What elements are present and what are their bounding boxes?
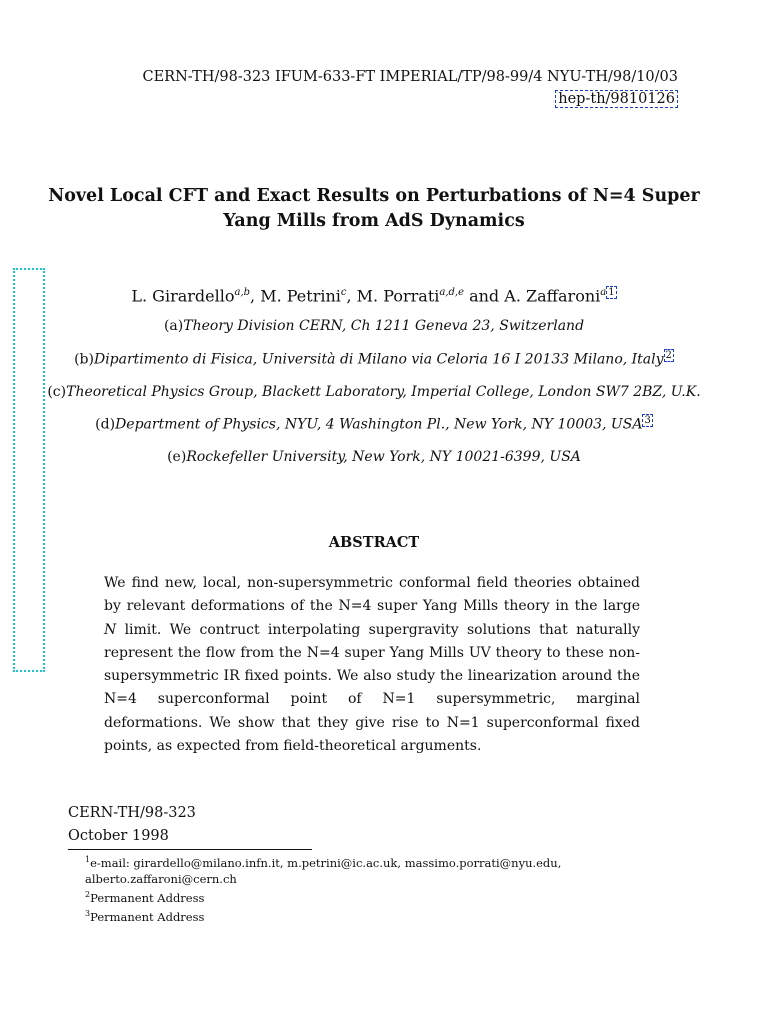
footnote-link[interactable]: 2 [665,350,672,361]
report-numbers: CERN-TH/98-323 IFUM-633-FT IMPERIAL/TP/98-99/4 NYU-TH/98/10/03 [142,69,678,85]
affiliation [40,447,708,467]
author-name: L. Girardello [131,286,235,306]
affiliation [40,382,708,402]
footnote-text: e-mail: girardello@milano.infn.it, m.petrini@ic.ac.uk, massimo.porrati@nyu.edu, alberto.zaffaroni@cern.ch [85,855,562,886]
footnote [54,887,694,906]
report-info [68,802,196,848]
footnote-link[interactable]: 1 [608,287,615,298]
affiliation-tag: (e) [167,449,187,465]
footnote-mark: 2 [85,889,91,899]
author-name: M. Porrati [356,286,440,306]
affiliation-text: Theoretical Physics Group, Blackett Laboratory, Imperial College, London SW7 2BZ, U.K. [66,384,701,400]
affiliation-tag: (c) [47,384,67,400]
abstract-heading: ABSTRACT [328,534,420,551]
footnote-text: Permanent Address [90,890,205,905]
abstract-text-part: limit. We contruct interpolating supergravity solutions that naturally represent the flow from the N=4 super Yang Mills UV theory to these non-supersymmetric IR fixed points. We also study the linearization around the N=4 superconformal point of N=1 supersymmetric, marginal deformations. We show that they give rise to N=1 superconformal fixed points, as expected from field-theoretical arguments. [104,621,640,755]
author-affil: a [600,287,607,298]
abstract-text [104,572,640,758]
abstract-n-symbol: N [104,621,117,638]
affiliation-tag: (d) [95,416,116,433]
footnote [54,852,694,887]
author-list [40,282,708,307]
preprint-header [58,66,678,110]
footnote-link[interactable]: 3 [644,415,651,426]
affiliation-text: Rockefeller University, New York, NY 10021-6399, USA [186,449,581,465]
abstract-text-part: We find new, local, non-supersymmetric conformal field theories obtained by relevant deformations of the N=4 super Yang Mills theory in the large [104,575,640,615]
footnote-mark: 3 [85,908,91,918]
author-sep: , [346,286,357,306]
author-name: A. Zaffaroni [504,286,601,306]
author-sep: , [250,286,261,306]
affiliation-text: Theory Division CERN, Ch 1211 Geneva 23, Switzerland [183,318,585,334]
affiliation-tag: (b) [74,351,94,368]
author-affil: a,d,e [439,287,464,298]
arxiv-id-link[interactable]: hep-th/9810126 [555,90,678,108]
affiliation [40,414,708,435]
footnote-rule [68,849,312,850]
footnotes [54,852,694,924]
report-number: CERN-TH/98-323 [68,805,196,821]
footnote-mark: 1 [85,855,91,864]
author-affil: c [340,287,347,298]
paper-title: Novel Local CFT and Exact Results on Perturbations of N=4 Super Yang Mills from AdS Dynamics [48,186,700,231]
author-affil: a,b [234,287,251,298]
affiliation-tag: (a) [163,318,184,334]
affiliation-text: Department of Physics, NYU, 4 Washington Pl., New York, NY 10003, USA [115,416,643,433]
author-sep: and [464,286,505,306]
affiliation-text: Dipartimento di Fisica, Università di Milano via Celoria 16 I 20133 Milano, Italy [93,351,664,368]
footnote-text: Permanent Address [90,909,205,924]
footnote [54,906,694,925]
author-name: M. Petrini [260,286,341,306]
affiliation [40,349,708,370]
affiliation [40,316,708,336]
publication-date: October 1998 [68,828,169,844]
